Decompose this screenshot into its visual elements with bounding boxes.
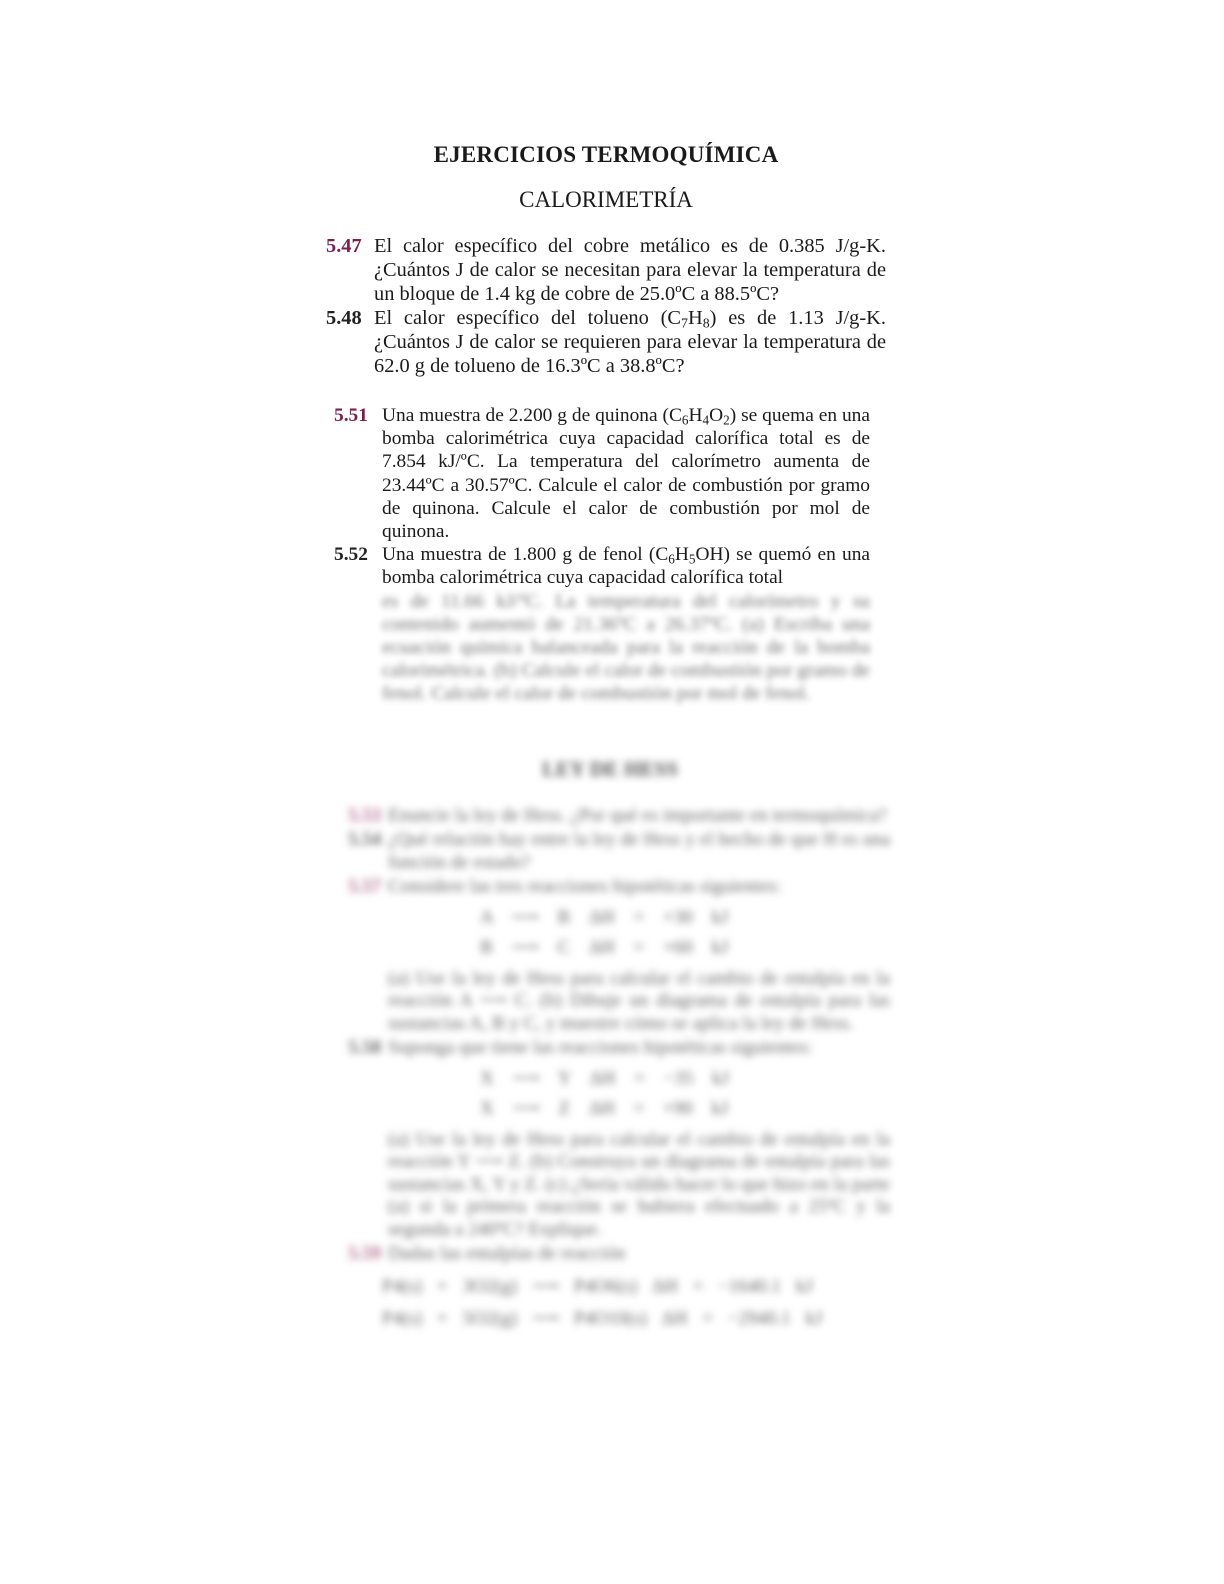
exercise-5-52 [334, 543, 870, 705]
exercise-text: El calor específico del cobre metálico es de 0.385 J/g-K. ¿Cuántos J de calor se necesitan para elevar la temperatura de un bloque de 1.4 kg de cobre de 25.0ºC a 88.5ºC? [374, 235, 886, 305]
exercise-5-57: 5.57 Considere las tres reacciones hipotéticas siguientes: [348, 876, 782, 897]
equation: A ⟶ B ΔH = +30 kJ [480, 906, 729, 928]
section-heading-ley-de-hess: LEY DE HESS [542, 757, 678, 781]
exercise-number: 5.51 [334, 405, 368, 426]
exercise-text: Una muestra de 2.200 g de quinona $(C_6H_4O_2)$ se quema en una bomba calorimétrica cuya capacidad calorífica total es de 7.854 kJ/ºC. La temperatura del calorímetro aumenta de 23.44ºC a 30.57ºC. Calcule el calor de combustión por gramo de quinona. Calcule el calor de combustión por mol de quinona. [382, 405, 870, 543]
blurred-exercise-continuation: es de 11.66 kJ/ºC. La temperatura del calorímetro y su contenido aumentó de 21.36ºC a 26.37ºC. (a) Escriba una ecuación química balanceada para la reacción de la bomba calorimétrica. (b) Calcule el calor de combustión por gramo de fenol. Calcule el calor de combustión por mol de fenol. [382, 590, 870, 705]
exercise-number: 5.47 [326, 235, 362, 257]
exercise-group-1 [326, 234, 886, 378]
equation: P4(s) + 3O2(g) ⟶ P4O6(s) ΔH = −1640.1 kJ [382, 1275, 813, 1297]
exercise-text: Una muestra de 1.800 g de fenol $(C_6H_5OH)$ se quemó en una bomba calorimétrica cuya capacidad calorífica total [382, 544, 870, 589]
exercise-5-48 [326, 306, 886, 378]
equation: X ⟶ Z ΔH = +90 kJ [480, 1098, 729, 1119]
exercise-5-59: 5.59 Dadas las entalpías de reacción [348, 1243, 626, 1264]
exercise-5-51 [334, 404, 870, 543]
exercise-5-47 [326, 234, 886, 306]
page-title: EJERCICIOS TERMOQUÍMICA [433, 142, 779, 167]
exercise-group-2 [334, 404, 870, 706]
equation: B ⟶ C ΔH = +60 kJ [480, 937, 729, 958]
exercise-number: 5.48 [326, 307, 362, 329]
exercise-number: 5.52 [334, 544, 368, 566]
equation: X ⟶ Y ΔH = −35 kJ [480, 1067, 730, 1089]
exercise-5-53: 5.53 Enuncie la ley de Hess. ¿Por qué es importante en termoquímica? [348, 804, 887, 826]
exercise-5-54: 5.54 ¿Qué relación hay entre la ley de Hess y el hecho de que H es una función de estado? [348, 829, 890, 873]
section-heading-calorimetria: CALORIMETRÍA [519, 187, 693, 212]
equation: P4(s) + 5O2(g) ⟶ P4O10(s) ΔH = −2940.1 kJ [382, 1308, 823, 1329]
exercise-text: (a) Use la ley de Hess para calcular el cambio de entalpía en la reacción Y ⟶ Z. (b) Construya un diagrama de entalpía para las sustancias X, Y y Z. (c) ¿Sería válido hacer lo que hizo en la parte (a) si la primera reacción se hubiera efectuado a 25ºC y la segunda a 240ºC? Explique. [388, 1128, 890, 1240]
blurred-section-ley-de-hess [330, 758, 890, 1341]
exercise-5-58: 5.58 Suponga que tiene las reacciones hipotéticas siguientes: [348, 1037, 813, 1058]
exercise-text: El calor específico del tolueno $(C_7H_8)$ es de 1.13 J/g-K. ¿Cuántos J de calor se requieren para elevar la temperatura de 62.0 g de tolueno de 16.3ºC a 38.8ºC? [374, 307, 886, 377]
exercise-text: (a) Use la ley de Hess para calcular el cambio de entalpía en la reacción A ⟶ C. (b) Dibuje un diagrama de entalpía para las sustancias A, B y C, y muestre cómo se aplica la ley de Hess. [388, 967, 890, 1034]
